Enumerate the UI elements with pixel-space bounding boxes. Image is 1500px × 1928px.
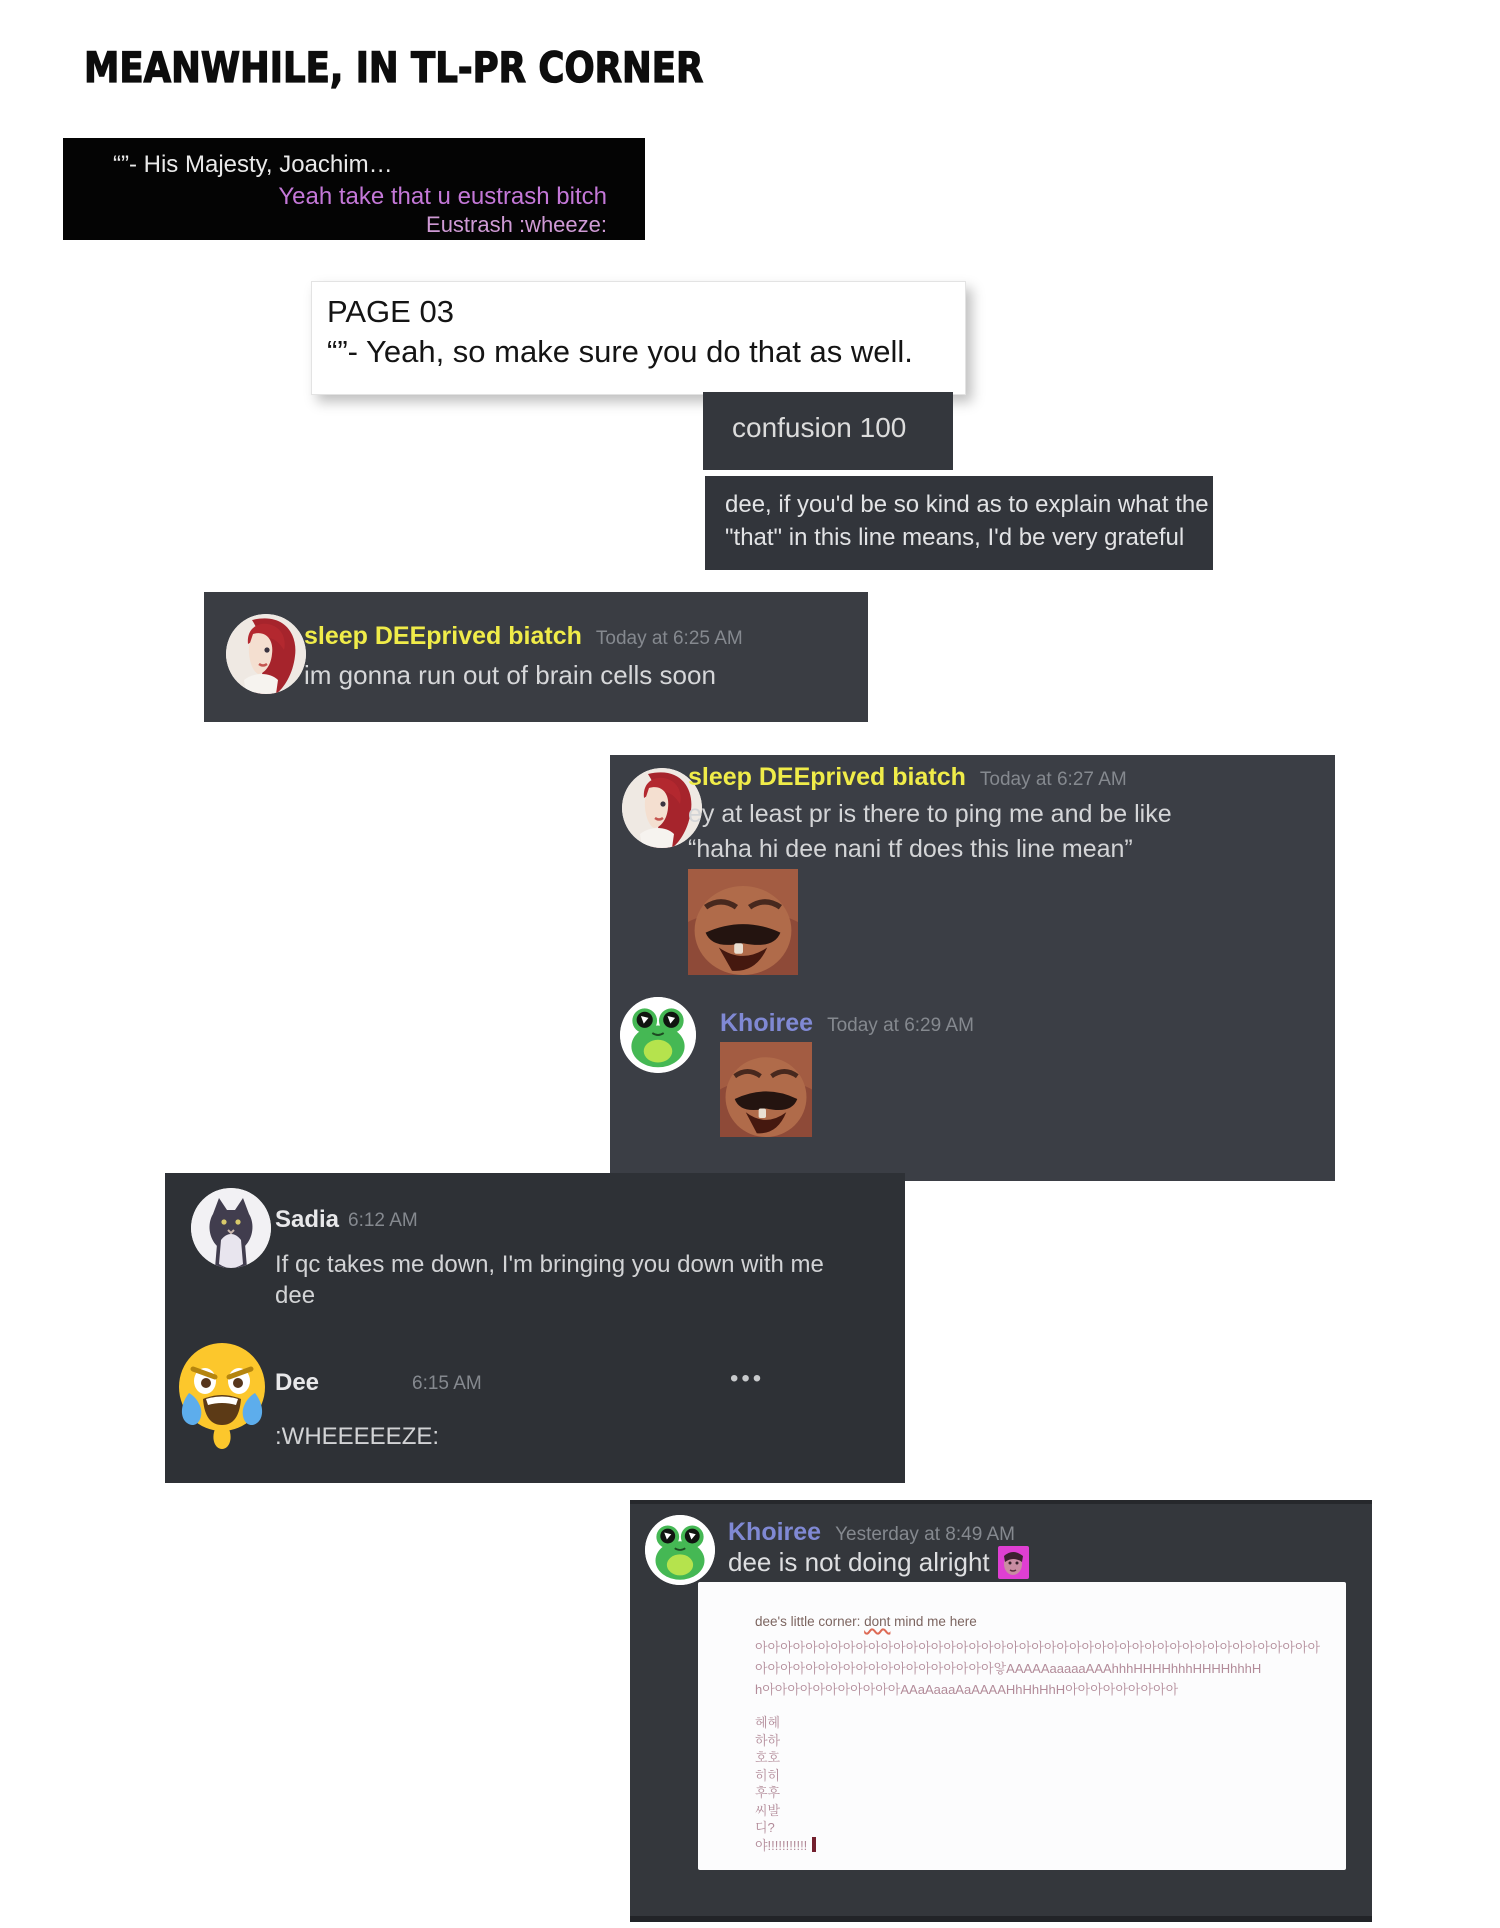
scream-line-2: 아아아아아아아아아아아아아아아아아아아앟AAAAAaaaaaAAAhhhHHHHhhhHHHHhhhH (755, 1661, 1262, 1676)
username[interactable]: Khoiree (720, 1009, 814, 1037)
avatar[interactable] (175, 1341, 270, 1453)
pink-face-emote-icon (998, 1546, 1029, 1579)
request-line-2: "that" in this line means, I'd be very grateful (725, 524, 1185, 551)
timestamp: 6:12 AM (348, 1210, 418, 1231)
message-text: im gonna run out of brain cells soon (304, 660, 716, 690)
green-frog-icon (645, 1515, 715, 1585)
risitas-laughing-icon (688, 869, 798, 975)
avatar[interactable] (645, 1515, 715, 1585)
quote-line-3: Eustrash :wheeze: (426, 212, 607, 237)
laughing-crying-emoji-icon (175, 1341, 270, 1453)
message-line-2: dee (275, 1282, 316, 1309)
page-number: PAGE 03 (327, 294, 454, 329)
last-line (755, 1837, 1330, 1855)
laugh-item: 호호 (755, 1750, 781, 1765)
avatar[interactable] (226, 614, 306, 694)
timestamp: Today at 6:27 AM (979, 769, 1127, 790)
message-line-1: ey at least pr is there to ping me and be like (688, 800, 1172, 828)
notes-content (755, 1614, 1330, 1854)
laugh-item: 씨발 (755, 1802, 781, 1818)
green-frog-icon (620, 997, 696, 1073)
risitas-meme-attachment[interactable] (720, 1042, 812, 1137)
request-panel (705, 476, 1213, 570)
laugh-list (755, 1714, 1330, 1854)
scream-line-1: 아아아아아아아아아아아아아아아아아아아아아아아아아아아아아아아아아아아아아아아아아아아아아 (755, 1640, 1321, 1655)
message-options-menu[interactable]: ••• (730, 1365, 765, 1392)
red-haired-girl-icon (226, 614, 306, 694)
pink-face-emote[interactable] (998, 1546, 1029, 1579)
message-line-2: “haha hi dee nani tf does this line mean” (688, 835, 1133, 863)
risitas-meme-attachment[interactable] (688, 869, 798, 975)
laugh-item: 후후 (755, 1785, 781, 1800)
script-quote-panel (63, 138, 645, 240)
message-row (728, 1546, 1029, 1579)
message-line-1: If qc takes me down, I'm bringing you down with me (275, 1251, 824, 1278)
notes-title-post: mind me here (890, 1614, 977, 1629)
discord-message-sadia-dee (165, 1173, 905, 1483)
timestamp: 6:15 AM (412, 1373, 482, 1394)
message-text: dee is not doing alright (728, 1547, 990, 1577)
username[interactable]: Khoiree (728, 1518, 822, 1546)
timestamp: Today at 6:29 AM (827, 1015, 974, 1036)
timestamp: Today at 6:25 AM (595, 628, 743, 649)
message-text: :WHEEEEEZE: (275, 1423, 440, 1450)
message-text (688, 797, 1172, 867)
message-header (304, 622, 743, 651)
misspelled-word: dont (864, 1614, 891, 1629)
scream-line-3: h아아아아아아아아아아아AAaAaaaAaAAAAHhHhHhH아아아아아아아아아 (755, 1682, 1179, 1697)
message-header (688, 763, 1127, 792)
quote-line-1: “”- His Majesty, Joachim… (113, 151, 393, 178)
risitas-laughing-icon (720, 1042, 812, 1137)
confusion-text: confusion 100 (732, 412, 907, 443)
message-text (275, 1249, 824, 1311)
laugh-item: 디? (755, 1820, 775, 1835)
username[interactable]: sleep DEEprived biatch (688, 763, 966, 791)
avatar[interactable] (191, 1188, 271, 1268)
notes-screenshot-embed[interactable] (698, 1582, 1346, 1870)
page-title: MEANWHILE, IN TL-PR CORNER (84, 44, 704, 93)
username[interactable]: Sadia (275, 1206, 340, 1233)
notes-title-pre: dee's little corner: (755, 1614, 865, 1629)
username[interactable]: Dee (275, 1369, 320, 1396)
discord-message-khoiree-849 (630, 1500, 1372, 1922)
last-line-text: 야!!!!!!!!!!! (755, 1837, 808, 1853)
laugh-item: 히히 (755, 1767, 781, 1783)
request-line-1: dee, if you'd be so kind as to explain what the (725, 491, 1209, 518)
avatar[interactable] (620, 997, 696, 1073)
request-text (725, 488, 1209, 554)
text-cursor (812, 1837, 816, 1852)
discord-message-sleepdee-625 (204, 592, 868, 722)
notes-title-line (755, 1614, 1330, 1629)
discord-message-sleepdee-627 (610, 755, 1335, 1181)
username[interactable]: sleep DEEprived biatch (304, 622, 582, 650)
timestamp: Yesterday at 8:49 AM (835, 1524, 1016, 1545)
message-header (720, 1009, 974, 1038)
message-header (728, 1518, 1015, 1547)
laugh-item: 하하 (755, 1732, 781, 1748)
scream-text (755, 1637, 1330, 1700)
page-quote: “”- Yeah, so make sure you do that as well. (327, 334, 913, 369)
laugh-item: 헤헤 (755, 1715, 781, 1730)
quote-line-2: Yeah take that u eustrash bitch (278, 183, 607, 210)
cat-creature-icon (191, 1188, 271, 1268)
page-03-panel (311, 281, 966, 395)
confusion-panel (703, 392, 953, 470)
